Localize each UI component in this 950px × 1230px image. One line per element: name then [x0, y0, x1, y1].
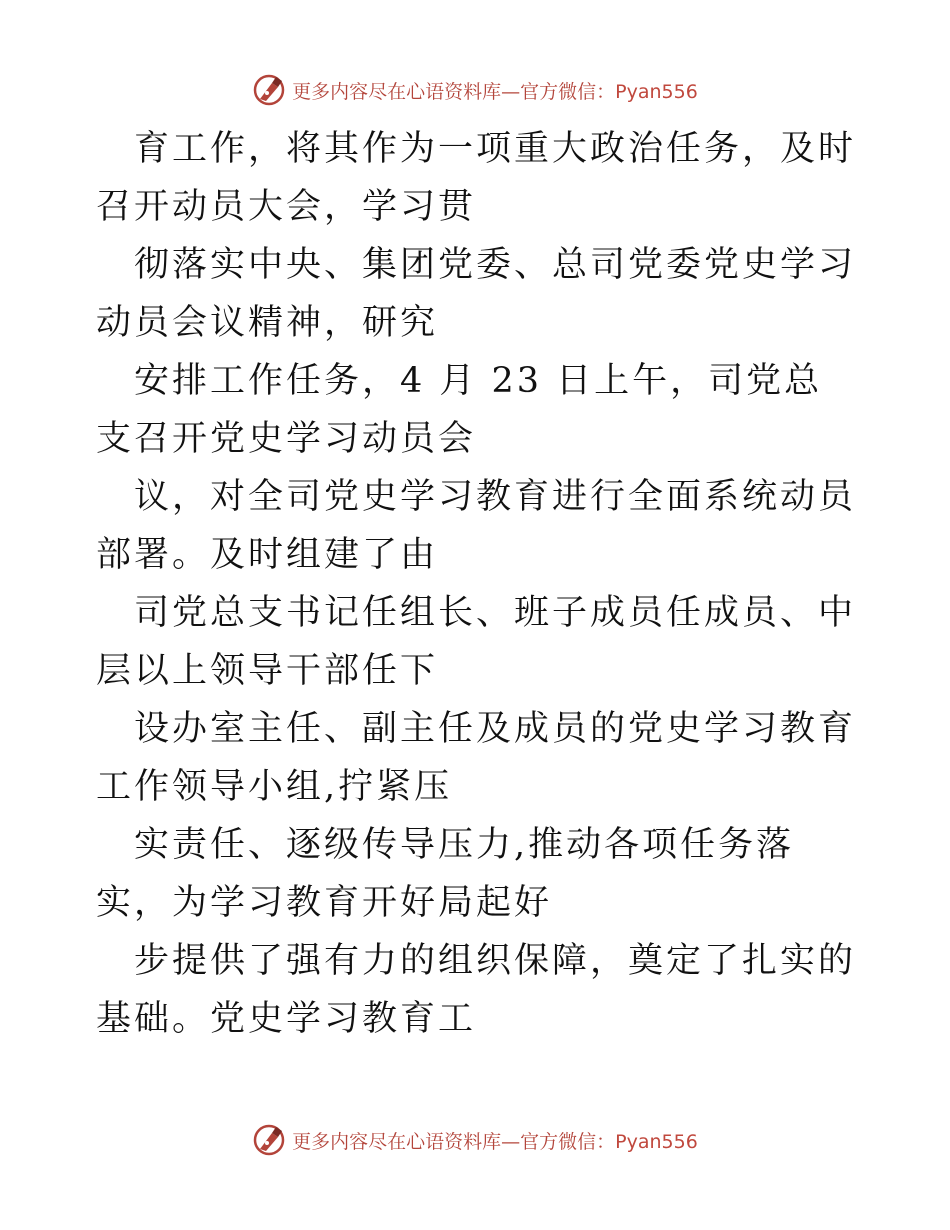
paragraph-line: 设办室主任、副主任及成员的党史学习教育工作领导小组,拧紧压	[96, 709, 857, 807]
paragraph-line: 司党总支书记任组长、班子成员任成员、中层以上领导干部任下	[96, 593, 857, 691]
footer-watermark-banner	[0, 1120, 950, 1160]
header-watermark-banner	[0, 70, 950, 110]
footer-wechat-id: Pyan556	[615, 1130, 698, 1153]
paragraph-line: 安排工作任务，4 月 23 日上午，司党总支召开党史学习动员会	[96, 361, 823, 459]
header-wechat-id: Pyan556	[615, 80, 698, 103]
paragraph-line: 实责任、逐级传导压力,推动各项任务落实，为学习教育开好局起好	[96, 825, 795, 923]
header-banner-label: 更多内容尽在心语资料库—官方微信：	[292, 80, 616, 103]
footer-banner-text	[292, 1127, 698, 1154]
header-banner-text	[292, 77, 698, 104]
footer-banner-label: 更多内容尽在心语资料库—官方微信：	[292, 1130, 616, 1153]
paragraph-line: 彻落实中央、集团党委、总司党委党史学习动员会议精神，研究	[96, 245, 857, 343]
paragraph-line: 步提供了强有力的组织保障，奠定了扎实的基础。党史学习教育工	[96, 941, 857, 1039]
pen-nib-logo-icon	[252, 1123, 286, 1157]
paragraph-line: 议，对全司党史学习教育进行全面系统动员部署。及时组建了由	[96, 477, 857, 575]
pen-nib-logo-icon	[252, 73, 286, 107]
paragraph-line: 育工作，将其作为一项重大政治任务，及时召开动员大会，学习贯	[96, 129, 857, 227]
document-body	[96, 120, 856, 1048]
